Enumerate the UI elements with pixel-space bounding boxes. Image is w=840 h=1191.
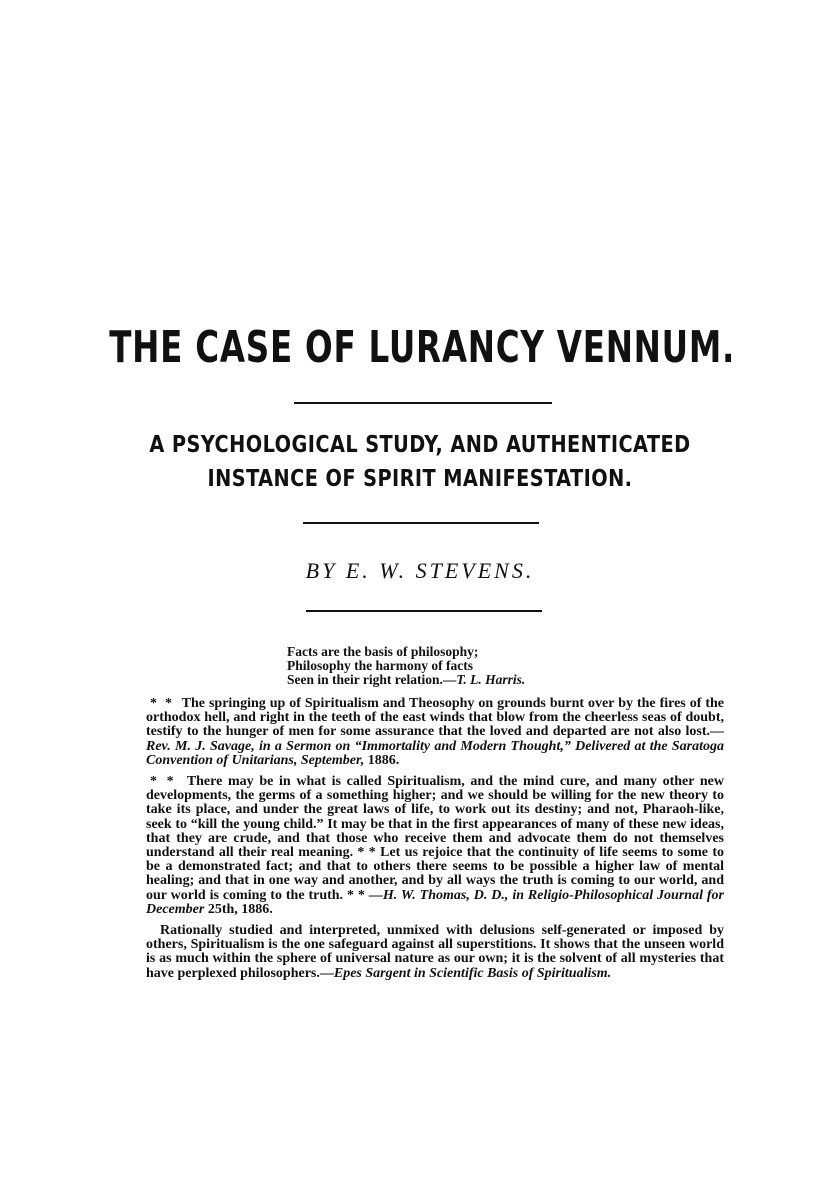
- quotation: [146, 697, 724, 768]
- epigraph: [287, 645, 647, 687]
- ellipsis-stars: * *: [150, 774, 176, 790]
- divider-rule: [306, 610, 542, 612]
- quotation-source: Epes Sargent in Scientific Basis of Spiritualism.: [333, 965, 612, 981]
- ellipsis-stars: * *: [150, 696, 174, 711]
- epigraph-line-text: Seen in their right relation.—: [287, 672, 457, 687]
- divider-rule: [303, 522, 539, 524]
- quotation-text: There may be in what is called Spiritualism, and the mind cure, and many other new developments, the germs of a something higher; and we should be willing for the new theory to take its place, and under the great laws of life, to work out its destiny; and not, Pharaoh-like, seek to “kill the young child.” It may be that in the first appearances of many of these new ideas, that they are crude, and that those who receive them and advocate them do not themselves understand all their real meaning. * * Let us rejoice that the continuity of life seems to some to be a demonstrated fact; and that to others there seems to be possible a higher law of mental healing; and that in one way and another, and by all ways the truth is coming to our world, and our world is coming to the truth. * * —: [146, 774, 725, 903]
- epigraph-line: Facts are the basis of philosophy;: [287, 644, 479, 659]
- quotations: [146, 697, 724, 988]
- quotation: [146, 924, 724, 981]
- author-byline: BY E. W. STEVENS.: [305, 558, 535, 583]
- page-title: THE CASE OF LURANCY VENNUM.: [109, 322, 736, 373]
- quotation-text: The springing up of Spiritualism and Theosophy on grounds burnt over by the fires of the orthodox hell, and right in the teeth of the east winds that blow from the cheerless seas of doubt, testify to the hunger of men for some assurance that the loved and departed are not also lost.—: [146, 696, 724, 740]
- quotation-source: Rev. M. J. Savage, in a Sermon on “Immortality and Modern Thought,” Delivered at the Saratoga Convention of Unitarians, September,: [146, 738, 724, 768]
- quotation: [146, 775, 724, 917]
- subtitle-line: INSTANCE OF SPIRIT MANIFESTATION.: [207, 466, 633, 492]
- subtitle: [67, 428, 773, 496]
- quotation-date: 25th, 1886.: [207, 901, 273, 917]
- quotation-text: Rationally studied and interpreted, unmixed with delusions self-generated or imposed by others, Spiritualism is the one safeguard against all superstitions. It shows that the unseen world is as much within the sphere of universal nature as our own; it is the solvent of all mysteries that have perplexed philosophers.—: [146, 923, 724, 981]
- subtitle-line: A PSYCHOLOGICAL STUDY, AND AUTHENTICATED: [149, 432, 691, 458]
- quotation-date: 1886.: [367, 752, 400, 768]
- quotation-source: H. W. Thomas, D. D., in Religio-Philosophical Journal for December: [146, 887, 724, 917]
- divider-rule: [294, 402, 552, 404]
- epigraph-attribution: T. L. Harris.: [456, 672, 526, 687]
- epigraph-line: Philosophy the harmony of facts: [287, 658, 474, 673]
- epigraph-line: [287, 673, 647, 687]
